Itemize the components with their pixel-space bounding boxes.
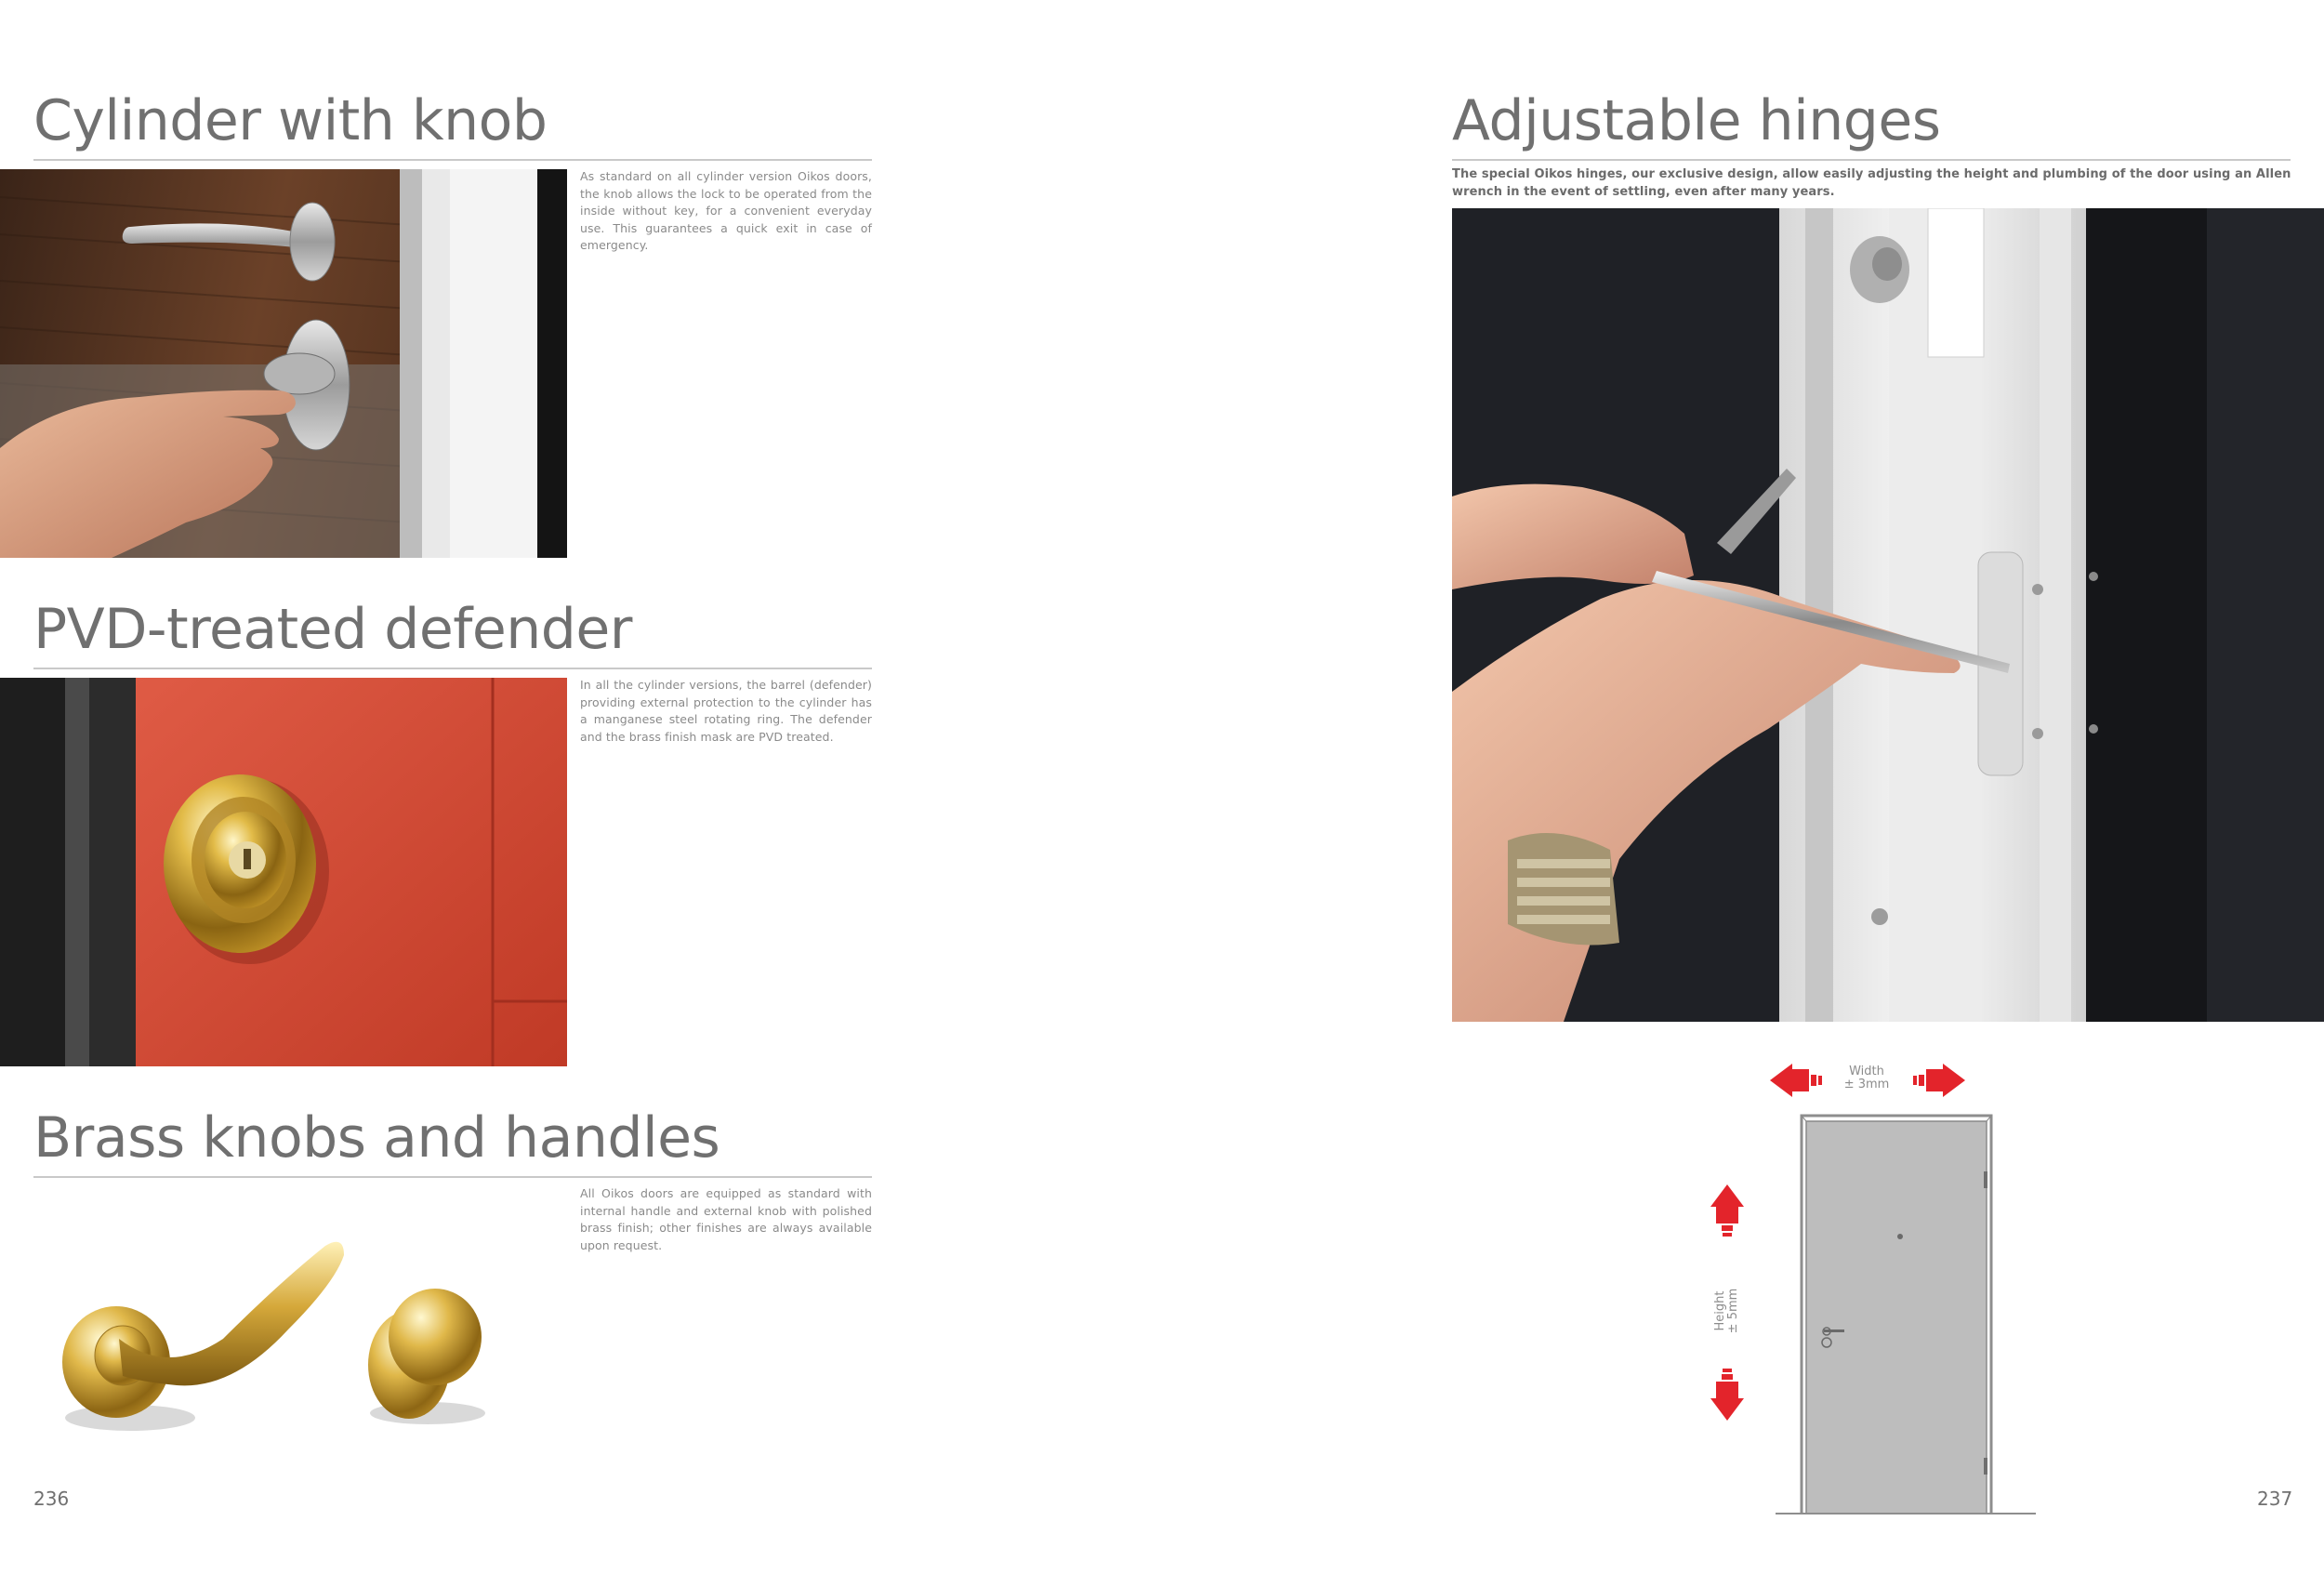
title-rule [1452,159,2291,161]
section-text-cylinder-knob: As standard on all cylinder version Oikos doors, the knob allows the lock to be operated from the inside without key, for a convenient everyday use. This guarantees a quick exit in case of emergency. [580,169,872,252]
width-label: Width ± 3mm [1843,1065,1890,1091]
title-rule [33,1176,872,1178]
section-title-pvd-defender: PVD-treated defender [33,597,632,662]
photo-adjustable-hinges [1452,208,2324,1022]
section-text-brass-knobs: All Oikos doors are equipped as standard with internal handle and external knob with polished brass finish; other finishes are always available upon request. [580,1186,872,1252]
section-title-cylinder-knob: Cylinder with knob [33,88,548,153]
photo-brass-handle-knob [37,1227,576,1450]
door-adjustment-diagram [1673,1058,2045,1523]
section-title-brass-knobs: Brass knobs and handles [33,1105,720,1171]
page-number-left: 236 [33,1488,70,1510]
section-text-adjustable-hinges: The special Oikos hinges, our exclusive design, allow easily adjusting the height and plumbing of the door using an Allen wrench in the event of settling, even after many years. [1452,167,2291,199]
photo-cylinder-knob [0,169,567,558]
title-rule [33,159,872,161]
height-label: Height ± 5mm [1713,1288,1740,1334]
section-title-adjustable-hinges: Adjustable hinges [1452,88,1941,153]
photo-pvd-defender [0,678,567,1066]
page-number-right: 237 [2257,1488,2293,1510]
title-rule [33,668,872,669]
section-text-pvd-defender: In all the cylinder versions, the barrel (defender) providing external protection to the cylinder has a manganese steel rotating ring. The defender and the brass finish mask are PVD treated. [580,678,872,744]
